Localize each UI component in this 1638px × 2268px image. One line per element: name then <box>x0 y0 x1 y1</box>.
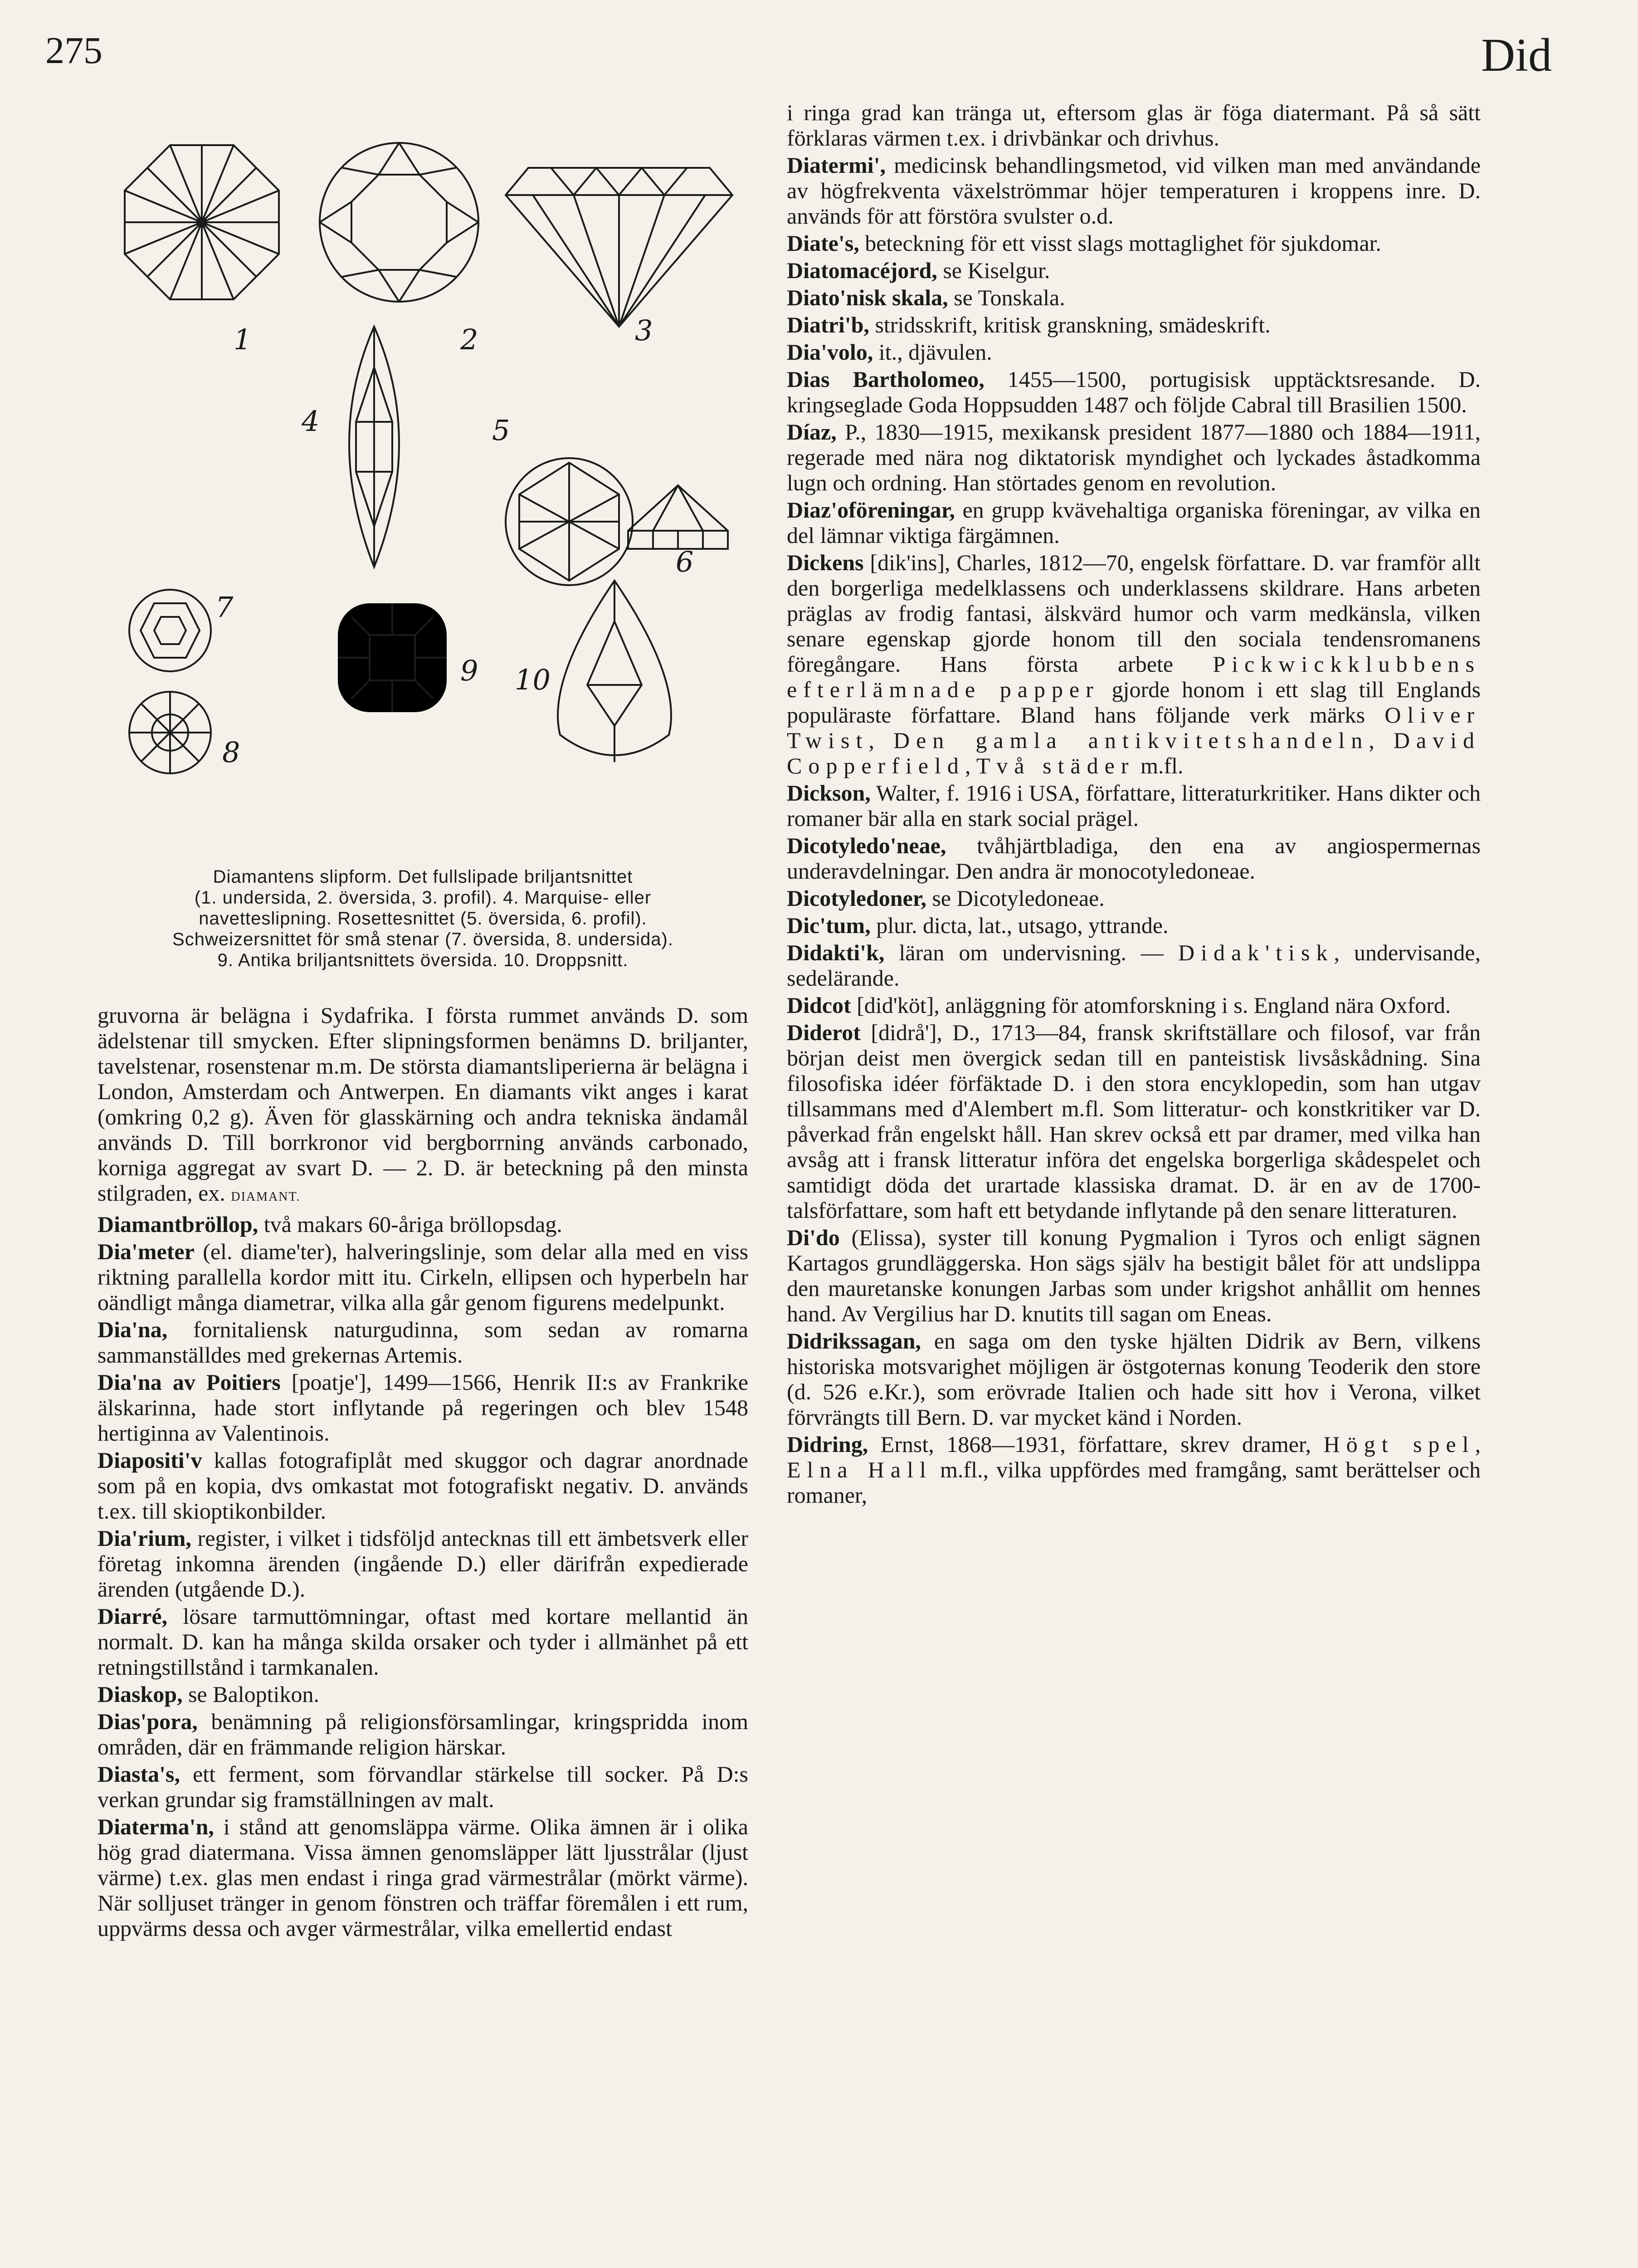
headword: Didring, <box>787 1432 868 1457</box>
fig-label-8: 8 <box>222 736 240 769</box>
entry-diderot <box>787 1020 1481 1223</box>
headword: Diaz'oföreningar, <box>787 497 955 523</box>
page-number: 275 <box>45 29 102 72</box>
headword: Dia'volo, <box>787 339 873 365</box>
entry-diameter <box>98 1239 748 1315</box>
entry-text: 1455—1500, portugisisk upptäcktsresande. D. kringseglade Goda Hoppsudden 1487 och följde Cabral till Brasilien 1500. <box>787 367 1481 417</box>
work-title: Oliver Twist <box>787 702 1481 753</box>
entry-text: plur. dicta, lat., utsago, yttrande. <box>870 913 1169 938</box>
headword: Dias'pora, <box>98 1709 198 1734</box>
caption-line: 9. Antika briljantsnittets översida. 10. Droppsnitt. <box>217 950 629 970</box>
entry-diaterman <box>98 1814 748 1941</box>
headword: Dickens <box>787 550 864 575</box>
entry-diazoforeningar <box>787 497 1481 548</box>
entry-diaskop <box>98 1681 748 1707</box>
headword: Diasta's, <box>98 1761 180 1787</box>
headword: Díaz, <box>787 419 837 445</box>
entry-didring <box>787 1432 1481 1508</box>
headword: Diatri'b, <box>787 312 869 337</box>
fig-label-10: 10 <box>515 663 551 696</box>
diamond-cuts-figure <box>98 113 748 857</box>
entry-dickson <box>787 780 1481 831</box>
fig-label-5: 5 <box>492 414 510 447</box>
headword: Diderot <box>787 1020 861 1045</box>
entry-text: tvåhjärtbladiga, den ena av angiospermernas underavdelningar. Den andra är monocotyledoneae. <box>787 833 1481 884</box>
gem-8-swiss-underside <box>129 692 211 773</box>
entry-text: en grupp kvävehaltiga organiska föreningar, av vilka en del lämnar viktiga färgämnen. <box>787 497 1481 548</box>
headword: Dia'meter <box>98 1239 195 1264</box>
gem-1-brilliant-underside <box>125 145 279 299</box>
gem-9-antique-brilliant <box>338 603 447 712</box>
type-specimen: DIAMANT. <box>231 1190 301 1204</box>
entry-didrikssagan <box>787 1328 1481 1430</box>
caption-line: Schweizersnittet för små stenar (7. översida, 8. undersida). <box>172 929 673 949</box>
headword: Didakti'k, <box>787 940 885 965</box>
entry-text: se Baloptikon. <box>182 1681 319 1707</box>
headword: Didcot <box>787 992 851 1018</box>
gem-2-brilliant-top <box>320 143 478 302</box>
gem-5-rose-top <box>506 458 633 585</box>
work-title: Två städer <box>976 753 1135 778</box>
entry-text: Ernst, 1868—1931, författare, skrev dramer, <box>868 1432 1324 1457</box>
entry-text: kallas fotografiplåt med skuggor och dagrar anordnade som på en kopia, dvs omkastat mot fotografiskt negativ. D. används t.ex. till skioptikonbilder. <box>98 1447 748 1524</box>
gem-4-marquise <box>349 327 399 567</box>
left-column <box>98 109 748 1943</box>
entry-text: lösare tarmuttömningar, oftast med kortare mellantid än normalt. D. kan ha många skilda orsaker och tyder i allmänhet på ett retningstillstånd i tarmkanalen. <box>98 1603 748 1680</box>
entry-diarium <box>98 1525 748 1602</box>
entry-diarre <box>98 1603 748 1680</box>
entry-text: [did'köt], anläggning för atomforskning i s. England nära Oxford. <box>851 992 1451 1018</box>
diamond-cuts-illustration <box>98 113 748 857</box>
headword: Dia'rium, <box>98 1525 191 1551</box>
entry-text: se Tonskala. <box>948 285 1065 310</box>
entry-diastas <box>98 1761 748 1812</box>
entry-dictum <box>787 913 1481 938</box>
entry-dias-bartholomeo <box>787 367 1481 417</box>
entry-text: fornitaliensk naturgudinna, som sedan av romarna sammanställdes med grekernas Artemis. <box>98 1317 748 1368</box>
headword: Diamantbröllop, <box>98 1212 258 1237</box>
entry-text: , <box>965 753 976 778</box>
entry-text: , <box>868 728 893 753</box>
entry-text: stridsskrift, kritisk granskning, smädeskrift. <box>869 312 1271 337</box>
work-title: Pickwickklubbens efterlämnade papper <box>787 651 1481 702</box>
headword: Diaterma'n, <box>98 1814 214 1839</box>
entry-dicotyledoneae <box>787 833 1481 884</box>
entry-diatrib <box>787 312 1481 337</box>
entry-didcot <box>787 992 1481 1018</box>
entry-text: register, i vilket i tidsföljd antecknas till ett ämbetsverk eller företag inkomna ärenden (ingående D.) eller därifrån expedierade ärenden (utgående D.). <box>98 1525 748 1602</box>
gem-7-swiss-top <box>129 590 211 671</box>
derived-term: Didak'tisk <box>1178 940 1334 965</box>
gem-3-brilliant-profile <box>506 168 732 327</box>
entry-text: [poatje'], 1499—1566, Henrik II:s av Frankrike älskarinna, hade stort inflytande på regeringen och blev 1548 hertiginna av Valentinois. <box>98 1369 748 1446</box>
headword: Diaskop, <box>98 1681 183 1707</box>
entry-text: Walter, f. 1916 i USA, författare, litteraturkritiker. Hans dikter och romaner bär alla en stark social prägel. <box>787 780 1481 831</box>
entry-text: i stånd att genomsläppa värme. Olika ämnen är i olika hög grad diatermana. Vissa ämnen genomsläpper lätt ljusstrålar (ljust värme) t.ex. glas men endast i ringa grad värmestrålar (mörkt värme). När solljuset tränger in genom fönstren och träffar föremålen i ett rum, uppvärms dessa och avger värmestrålar, vilka emellertid endast <box>98 1814 748 1941</box>
entry-text: läran om undervisning. — <box>884 940 1178 965</box>
entry-text: se Dicotyledoneae. <box>926 885 1105 911</box>
work-title: Högt spel <box>1323 1432 1475 1457</box>
entry-diana-av-poitiers <box>98 1369 748 1446</box>
entry-text: , <box>1369 728 1394 753</box>
headword: Dicotyledoner, <box>787 885 926 911</box>
entry-diavolo <box>787 339 1481 365</box>
entry-text: beteckning för ett visst slags mottaglighet för sjukdomar. <box>859 230 1381 256</box>
caption-line: (1. undersida, 2. översida, 3. profil). 4. Marquise- eller <box>194 888 652 908</box>
entry-text: en saga om den tyske hjälten Didrik av Bern, vilkens historiska motsvarighet möjligen är östgoternas konung Teoderik den store (d. 526 e.Kr.), som erövrade Italien och hade sitt hov i Verona, vilket förvrängts till Bern. D. var mycket känd i Norden. <box>787 1328 1481 1430</box>
caption-line: Diamantens slipform. Det fullslipade briljantsnittet <box>213 867 633 887</box>
entry-diamant-continued <box>98 1002 748 1210</box>
entry-text: gjorde honom i ett slag till Englands populäraste författare. Bland hans följande verk märks <box>787 677 1481 728</box>
headword: Dias Bartholomeo, <box>787 367 985 392</box>
entry-text: i ringa grad kan tränga ut, eftersom glas är föga diatermant. På så sätt förklaras värmen t.ex. i drivbänkar och drivhus. <box>787 100 1481 151</box>
entry-text: (el. diame'ter), halveringslinje, som delar alla med en viss riktning parallella kordor mitt itu. Cirkeln, ellipsen och hyperbeln har oändligt många diametrar, vilka alla går genom figurens medelpunkt. <box>98 1239 748 1315</box>
entry-text: medicinsk behandlingsmetod, vid vilken man med användande av högfrekventa växelströmmar höjer temperaturen i kroppens inre. D. används för att förstöra svulster o.d. <box>787 152 1481 229</box>
fig-label-4: 4 <box>302 405 320 438</box>
entry-diatonisk-skala <box>787 285 1481 310</box>
headword: Dia'na, <box>98 1317 168 1342</box>
entry-text: P., 1830—1915, mexikansk president 1877—1880 och 1884—1911, regerade med nära nog diktatorisk myndighet och lyckades åstadkomma lugn och ordning. Han störtades genom en revolution. <box>787 419 1481 495</box>
headword: Didrikssagan, <box>787 1328 921 1354</box>
right-column <box>787 100 1481 1510</box>
headword: Diatermi', <box>787 152 886 178</box>
headword: Diatomacéjord, <box>787 258 937 283</box>
work-title: Elna Hall <box>787 1457 932 1482</box>
fig-label-3: 3 <box>635 314 653 347</box>
entry-diaz <box>787 419 1481 495</box>
fig-label-6: 6 <box>676 545 694 578</box>
entry-text: se Kiselgur. <box>937 258 1050 283</box>
headword: Di'do <box>787 1225 840 1250</box>
entry-diatomacejord <box>787 258 1481 283</box>
entry-diapositiv <box>98 1447 748 1524</box>
entry-diaspora <box>98 1709 748 1760</box>
fig-label-9: 9 <box>460 654 478 687</box>
entry-text: två makars 60-åriga bröllopsdag. <box>258 1212 562 1237</box>
entry-text: [dik'ins], Charles, 1812—70, engelsk författare. D. var framför allt den borgerliga medelklassens och underklassens skildrare. Hans arbeten präglas av frodig fantasi, älskvärd humor och varm medkänsla, vilken senare egenskap gjorde honom till den sociala tendensromanens föregångare. Hans första arbete <box>787 550 1481 677</box>
gem-6-rose-profile <box>628 485 728 549</box>
entry-text: (Elissa), syster till konung Pygmalion i Tyros och enligt sägnen Kartagos grundläggerska. Hon sägs själv ha bestigit bålet för att undslippa den mauretanske konungen Jarbas som under krigshot anhållit om hennes hand. Av Vergilius har D. knutits till sagan om Eneas. <box>787 1225 1481 1326</box>
caption-line: navetteslipning. Rosettesnittet (5. översida, 6. profil). <box>199 909 647 929</box>
fig-label-7: 7 <box>215 591 234 624</box>
running-head: Did <box>1481 29 1552 81</box>
entry-text: benämning på religionsförsamlingar, kringspridda inom områden, där en främmande religion härskar. <box>98 1709 748 1760</box>
entry-text: , undervisande, sedelärande. <box>787 940 1481 991</box>
headword: Dickson, <box>787 780 871 806</box>
entry-text: [didrå'], D., 1713—84, fransk skriftställare och filosof, var från början deist men övergick sedan till en panteistisk livsåskådning. Sina filosofiska idéer förfäktade D. i den stora encyklopedin, som han utgav tillsammans med d'Alembert m.fl. Som litteratur- och konstkritiker var D. påverkad från engelskt håll. Han skrev också ett par dramer, med vilka han avsåg att i fransk litteratur införa det engelska borgerliga skådespelet och samtidigt döda det urartade klassiska dramat. D. är en av de 1700-talsförfattare, som haft ett betydande inflytande på den senare litteraturen. <box>787 1020 1481 1223</box>
headword: Dic'tum, <box>787 913 871 938</box>
entry-diates <box>787 230 1481 256</box>
fig-label-1: 1 <box>234 323 252 356</box>
entry-diana <box>98 1317 748 1368</box>
entry-text: , <box>1475 1432 1481 1457</box>
headword: Dicotyledo'neae, <box>787 833 946 858</box>
figure-caption <box>128 866 718 971</box>
entry-diaterman-continued <box>787 100 1481 151</box>
entry-text: it., djävulen. <box>873 339 992 365</box>
entry-text: ett ferment, som förvandlar stärkelse till socker. På D:s verkan grundar sig framställningen av malt. <box>98 1761 748 1812</box>
fig-label-2: 2 <box>460 323 478 356</box>
work-title: Den gamla antikvitetshandeln <box>893 728 1369 753</box>
entry-diatermi <box>787 152 1481 229</box>
entry-didaktik <box>787 940 1481 991</box>
work-title: David Copperfield <box>787 728 1481 778</box>
headword: Diato'nisk skala, <box>787 285 948 310</box>
entry-text: m.fl., vilka uppfördes med framgång, samt berättelser och romaner, <box>787 1457 1481 1508</box>
entry-dido <box>787 1225 1481 1326</box>
entry-dicotyledoner <box>787 885 1481 911</box>
entry-dickens <box>787 550 1481 778</box>
headword: Diapositi'v <box>98 1447 202 1473</box>
entry-diamantbrollop <box>98 1212 748 1237</box>
gem-10-drop-cut <box>558 581 671 762</box>
entry-text: m.fl. <box>1135 753 1184 778</box>
headword: Diarré, <box>98 1603 168 1629</box>
headword: Diate's, <box>787 230 859 256</box>
entry-text: gruvorna är belägna i Sydafrika. I första rummet används D. som ädelstenar till smycken. Efter slipningsformen benämns D. briljanter, tavelstenar, rosenstenar m.m. De största diamantsliperierna är belägna i London, Amsterdam och Antwerpen. En diamants vikt anges i karat (omkring 0,2 g). Även för glasskärning och andra tekniska ändamål används D. Till borrkronor vid bergborrning används carbonado, korniga aggregat av svart D. — 2. D. är beteckning på den minsta stilgraden, ex. <box>98 1002 748 1206</box>
headword: Dia'na av Poitiers <box>98 1369 281 1395</box>
